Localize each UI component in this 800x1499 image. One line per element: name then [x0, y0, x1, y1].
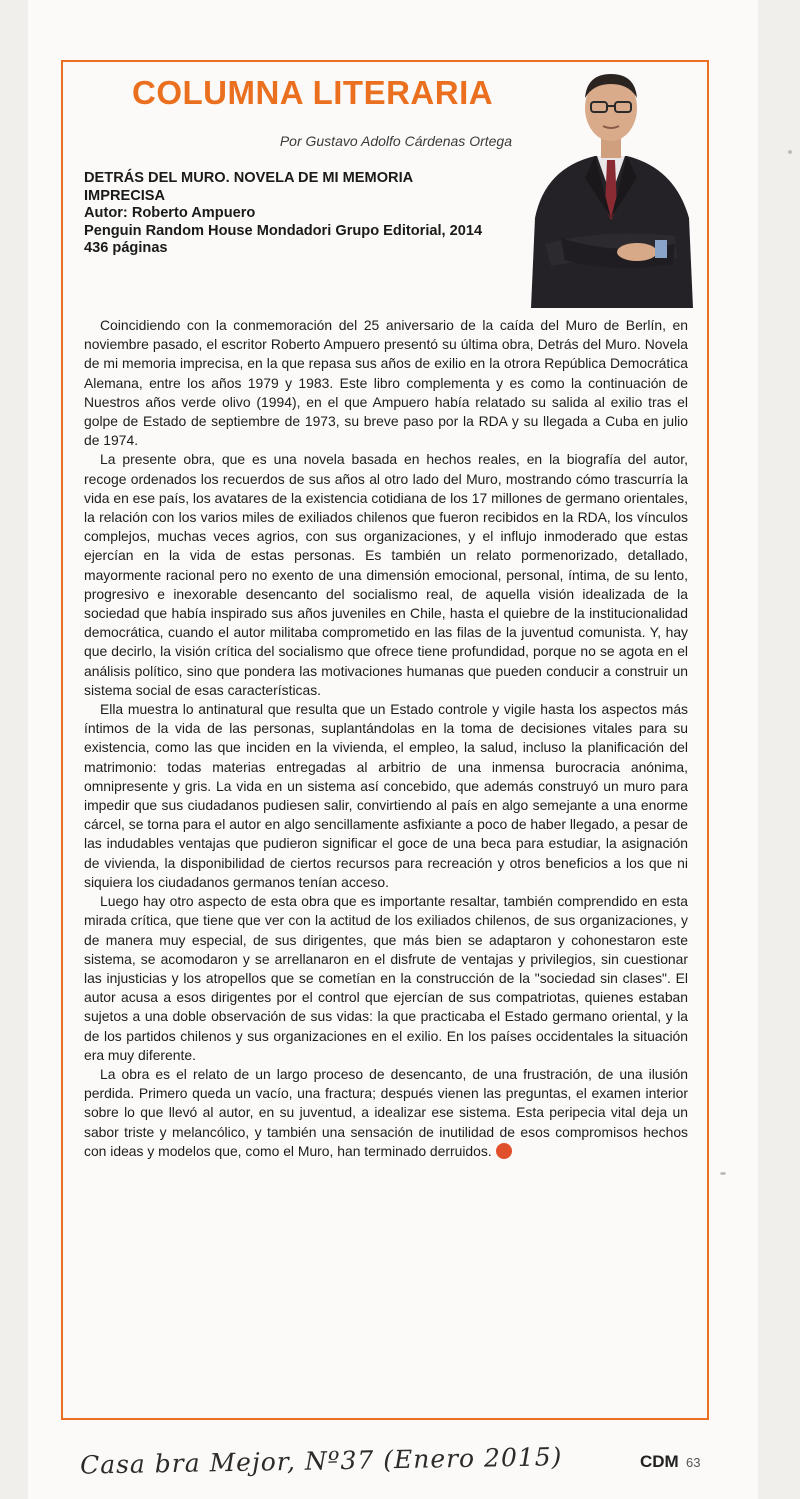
book-title: DETRÁS DEL MURO. NOVELA DE MI MEMORIA IMPRECISA	[84, 170, 413, 204]
end-mark-icon	[496, 1143, 512, 1159]
column-heading: COLUMNA LITERARIA	[132, 74, 494, 111]
column-byline: Por Gustavo Adolfo Cárdenas Ortega	[279, 133, 512, 149]
paragraph: Coincidiendo con la conmemoración del 25 aniversario de la caída del Muro de Berlín, en noviembre pasado, el escritor Roberto Ampuero presentó su última obra, Detrás del Muro. Novela de mi memoria imprecisa, en la que repasa sus años de exilio en la otrora República Democrática Alemana, entre los años 1979 y 1983. Este libro complementa y es como la continuación de Nuestros años verde olivo (1994), en el que Ampuero había relatado su salida al exilio tras el golpe de Estado de septiembre de 1973, su breve paso por la RDA y su llegada a Cuba en julio de 1974.	[84, 317, 688, 449]
article-body	[84, 316, 688, 1161]
handwritten-note: Casa bra Mejor, Nº37 (Enero 2015)	[79, 1442, 563, 1480]
paragraph-text: La obra es el relato de un largo proceso de desencanto, de una frustración, de una ilusión perdida. Primero queda un vacío, una fractura; después vienen las preguntas, el examen interior sobre lo que llevó al autor, en su juventud, a idealizar ese sistema. Esta peripecia vital deja un sabor triste y melancólico, y también una sensación de inutilidad de esos compromisos hechos con ideas y modelos que, como el Muro, han terminado derruidos.	[84, 1065, 688, 1159]
book-publisher: Penguin Random House Mondadori Grupo Editorial, 2014	[84, 222, 483, 239]
author-portrait	[525, 68, 697, 308]
paper-speck	[720, 1172, 726, 1175]
book-author: Autor: Roberto Ampuero	[84, 205, 256, 222]
book-info	[84, 170, 484, 258]
paragraph: La presente obra, que es una novela basada en hechos reales, en la biografía del autor, recoge ordenados los recuerdos de sus años al otro lado del Muro, mostrando cómo trascurría la vida en ese país, los avatares de la existencia cotidiana de los 17 millones de germano orientales, la relación con los varios miles de exiliados chilenos que fueron recibidos en la RDA, los vínculos complejos, muchas veces agrios, con sus organizaciones, y el influjo inmoderado que estas ejercían en la vida de estas personas. Es también un relato pormenorizado, detallado, mayormente racional pero no exento de una dimensión emocional, personal, íntima, de su lento, progresivo e inexorable desencanto del socialismo real, de aquella visión idealizada de la sociedad que había inspirado sus años juveniles en Chile, hasta el quiebre de la institucionalidad democrática, cuando el autor militaba comprometido en las filas de la juventud comunista. Y, hay que decirlo, la visión crítica del socialismo que ofrece tiene profundidad, porque no se agota en el análisis político, sino que pondera las motivaciones humanas que pueden conducir a construir un sistema social de esas características.	[84, 451, 688, 698]
book-pages: 436 páginas	[84, 240, 168, 257]
paper-speck	[788, 150, 792, 154]
page-number: 63	[686, 1455, 701, 1470]
paragraph: Ella muestra lo antinatural que resulta que un Estado controle y vigile hasta los aspectos más íntimos de la vida de las personas, suplantándolas en la toma de decisiones vitales para su existencia, como las que inciden en la vivienda, el empleo, la salud, incluso la planificación del matrimonio: todas materias entregadas al arbitrio de una inmensa burocracia anónima, omnipresente y gris. La vida en un sistema así concebido, que además construyó un muro para impedir que sus ciudadanos pudiesen salir, convirtiendo al país en algo semejante a una enorme cárcel, se torna para el autor en algo sencillamente asfixiante a poco de haber llegado, a pesar de las indudables ventajas que pudieron significar el goce de una beca para estudiar, la asignación de vivienda, la disponibilidad de ciertos recursos para recreación y otros beneficios a los que ni siquiera los ciudadanos germanos tenían acceso.	[84, 701, 688, 890]
paragraph: Luego hay otro aspecto de esta obra que es importante resaltar, también comprendido en esta mirada crítica, que tiene que ver con la actitud de los exiliados chilenos, de sus organizaciones, y de manera muy especial, de sus dirigentes, que más bien se adaptaron y cohonestaron este sistema, se acomodaron y se arrellanaron en el disfrute de ventajas y privilegios, sin cuestionar las injusticias y los atropellos que se cometían en la construcción de la "sociedad sin clases". El autor acusa a esos dirigentes por el control que ejercían de sus compatriotas, quienes estaban sujetos a una doble observación de sus vidas: la que practicaba el Estado germano oriental, y la de los partidos chilenos y sus organizaciones en el exilio. En los países occidentales la situación era muy diferente.	[84, 893, 688, 1063]
paragraph	[84, 1065, 688, 1161]
magazine-logo: CDM	[640, 1452, 679, 1471]
